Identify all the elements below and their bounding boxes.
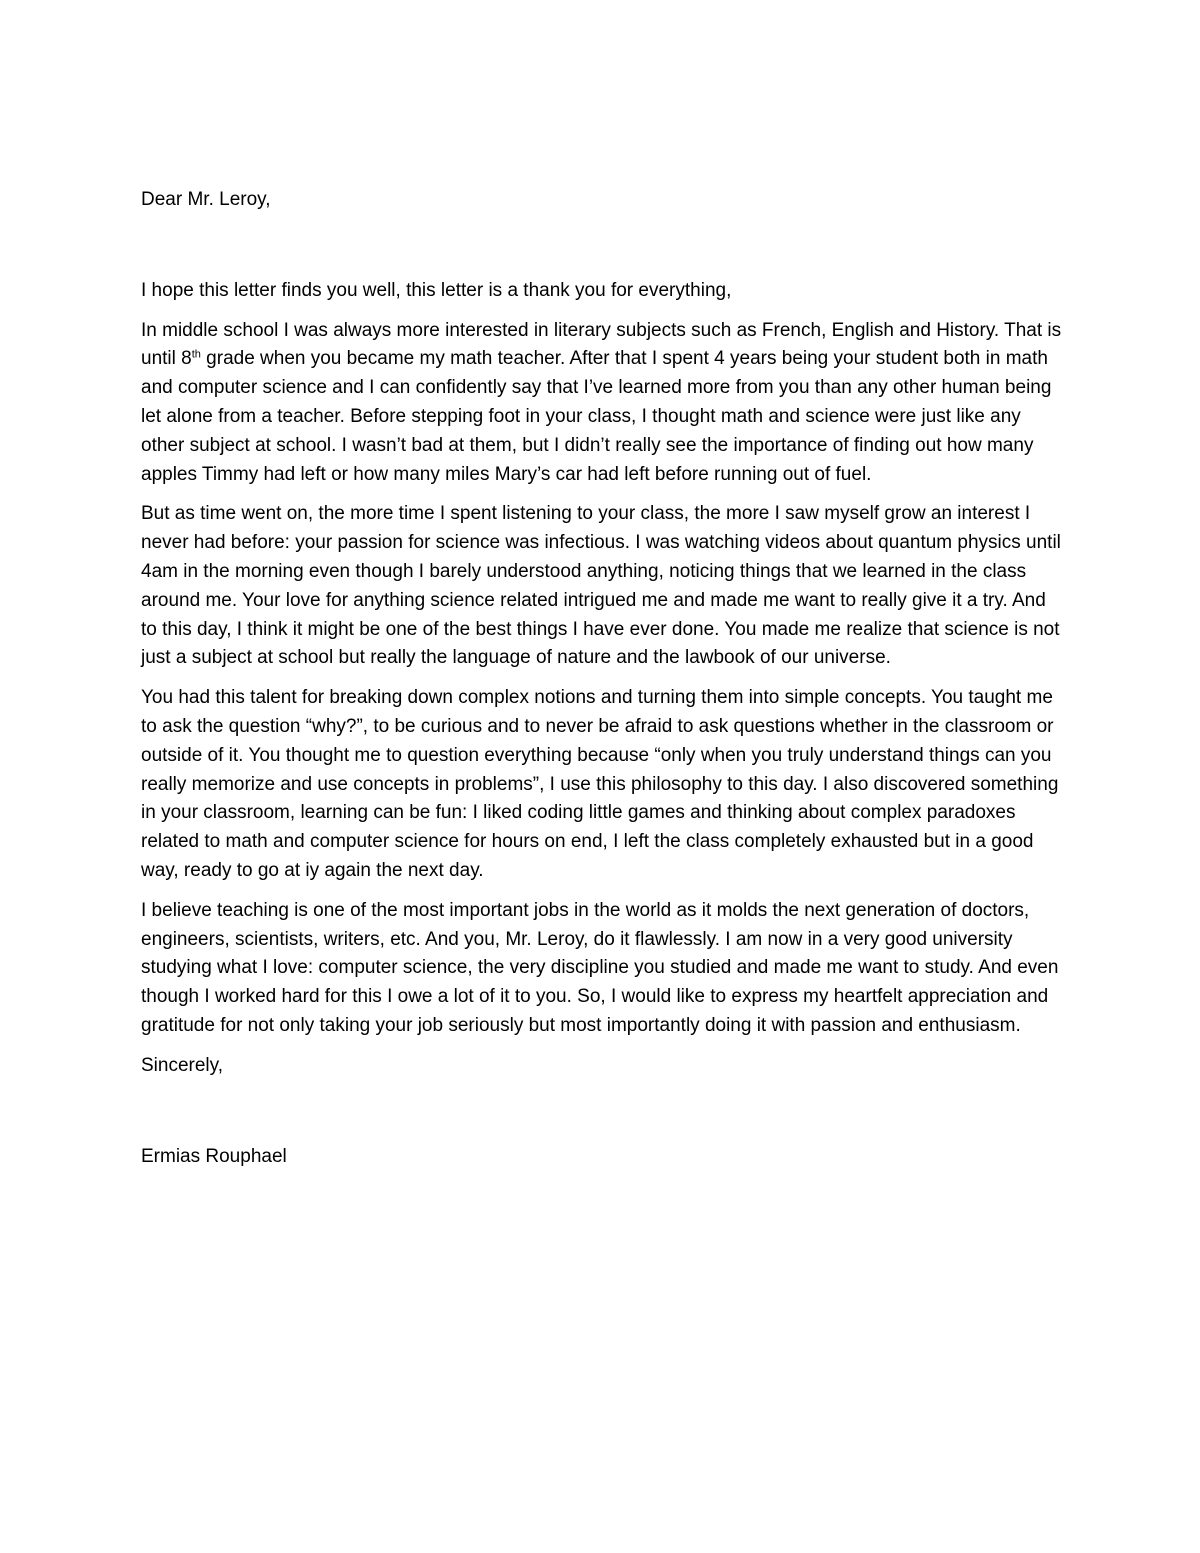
ordinal-suffix: th <box>191 348 201 361</box>
letter-closing: Sincerely, <box>141 1054 224 1076</box>
letter-paragraph-4: I believe teaching is one of the most important jobs in the world as it molds the next generation of doctors, engineers, scientists, writers, etc. And you, Mr. Leroy, do it flawlessly. I am now in a very good university studying what I love: computer science, the very discipline you studied and made me want to study. And even though I worked hard for this I owe a lot of it to you. So, I would like to express my heartfelt appreciation and gratitude for not only taking your job seriously but most importantly doing it with passion and enthusiasm. <box>141 899 1059 1036</box>
letter-signature: Ermias Rouphael <box>141 1145 287 1167</box>
paragraph-1-text-end: grade when you became my math teacher. After that I spent 4 years being your student both in math and computer science and I can confidently say that I’ve learned more from you than any other human being let alone from a teacher. Before stepping foot in your class, I thought math and science were just like any other subject at school. I wasn’t bad at them, but I didn’t really see the importance of finding out how many apples Timmy had left or how many miles Mary’s car had left before running out of fuel. <box>141 348 1052 485</box>
letter-opening: I hope this letter finds you well, this letter is a thank you for everything, <box>141 279 732 301</box>
letter-paragraph-2: But as time went on, the more time I spent listening to your class, the more I saw myself grow an interest I never had before: your passion for science was infectious. I was watching videos about quantum physics until 4am in the morning even though I barely understood anything, noticing things that we learned in the class around me. Your love for anything science related intrigued me and made me want to really give it a try. And to this day, I think it might be one of the best things I have ever done. You made me realize that science is not just a subject at school but really the language of nature and the lawbook of our universe. <box>141 503 1061 669</box>
paragraph-1-text-start: In middle school I was always more interested in literary subjects such as French, English and History. That is until 8 <box>141 319 1062 370</box>
letter-salutation: Dear Mr. Leroy, <box>141 189 271 210</box>
letter-paragraph-3: You had this talent for breaking down complex notions and turning them into simple concepts. You taught me to ask the question “why?”, to be curious and to never be afraid to ask questions whether in the classroom or outside of it. You thought me to question everything because “only when you truly understand things can you really memorize and use concepts in problems”, I use this philosophy to this day. I also discovered something in your classroom, learning can be fun: I liked coding little games and thinking about complex paradoxes related to math and computer science for hours on end, I left the class completely exhausted but in a good way, ready to go at iy again the next day. <box>141 687 1059 881</box>
letter-paragraph-1 <box>141 317 1066 490</box>
letter-body <box>141 186 1066 1171</box>
